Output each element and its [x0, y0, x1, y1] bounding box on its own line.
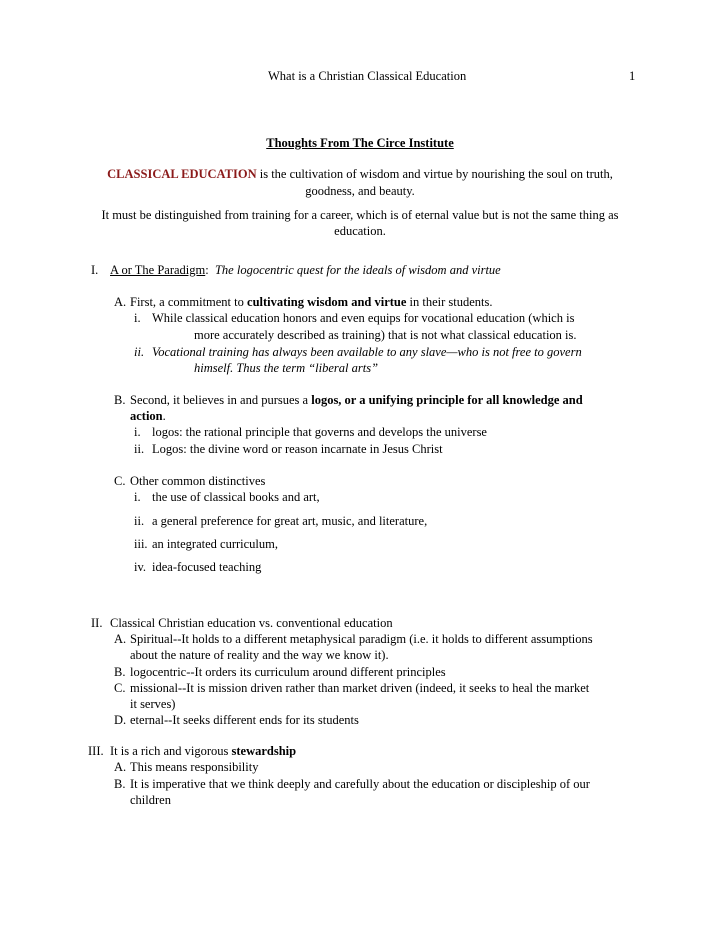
intro-term: CLASSICAL EDUCATION	[107, 167, 257, 181]
intro-line-2: goodness, and beauty.	[305, 184, 415, 198]
item-1a-label: A.	[114, 295, 127, 309]
section-2-number: II.	[91, 616, 103, 630]
section-3-title	[110, 743, 296, 759]
item-3b-line-2: children	[130, 793, 171, 807]
item-1c-i-text: the use of classical books and art,	[152, 490, 320, 504]
item-2b-label: B.	[114, 665, 126, 679]
page-number: 1	[629, 69, 636, 83]
section-1-subtitle: The logocentric quest for the ideals of wisdom and virtue	[214, 263, 501, 277]
item-1c-iv-num: iv.	[134, 560, 147, 574]
item-1a-ii-line-1: Vocational training has always been available to any slave—who is not free to govern	[152, 345, 582, 359]
item-1a-text	[130, 294, 493, 310]
intro-line-1-text: is the cultivation of wisdom and virtue by nourishing the soul on truth,	[256, 167, 613, 181]
item-1a-bold: cultivating wisdom and virtue	[247, 295, 407, 309]
item-1c-label: C.	[114, 474, 126, 488]
section-3-pre: It is a rich and vigorous	[110, 744, 232, 758]
intro-line-3: It must be distinguished from training for a career, which is of eternal value but is not the same thing as	[101, 208, 619, 222]
item-1b-ii-text: Logos: the divine word or reason incarnate in Jesus Christ	[152, 442, 443, 456]
section-3-number: III.	[88, 744, 104, 758]
item-2b-text: logocentric--It orders its curriculum around different principles	[130, 665, 446, 679]
section-3-bold: stewardship	[231, 744, 297, 758]
item-1a-ii-num: ii.	[134, 345, 145, 359]
item-1a-pre: First, a commitment to	[130, 295, 248, 309]
item-2c-line-1: missional--It is mission driven rather than market driven (indeed, it seeks to heal the market	[130, 681, 590, 695]
section-1-colon: :	[205, 263, 209, 277]
item-1c-ii-text: a general preference for great art, music, and literature,	[152, 514, 428, 528]
item-1b-pre: Second, it believes in and pursues a	[130, 393, 312, 407]
item-2a-line-1: Spiritual--It holds to a different metaphysical paradigm (i.e. it holds to different assumptions	[130, 632, 593, 646]
item-1a-i-line-1: While classical education honors and even equips for vocational education (which is	[152, 311, 575, 325]
item-1c-text: Other common distinctives	[130, 474, 266, 488]
item-1c-iv-text: idea-focused teaching	[152, 560, 262, 574]
section-1-title: A or The Paradigm	[110, 263, 206, 277]
item-2a-line-2: about the nature of reality and the way we know it).	[130, 648, 389, 662]
item-3b-line-1: It is imperative that we think deeply and carefully about the education or discipleship of our	[130, 777, 590, 791]
item-1a-post: in their students.	[406, 295, 493, 309]
item-2d-label: D.	[114, 713, 127, 727]
item-1b-bold-2: action	[130, 409, 163, 423]
item-1c-ii-num: ii.	[134, 514, 145, 528]
item-1b-label: B.	[114, 393, 126, 407]
page-heading: Thoughts From The Circe Institute	[266, 136, 454, 150]
item-1b-ii-num: ii.	[134, 442, 145, 456]
item-1b-text	[130, 392, 583, 408]
section-1-number: I.	[91, 263, 99, 277]
item-2d-text: eternal--It seeks different ends for its students	[130, 713, 359, 727]
item-3b-label: B.	[114, 777, 126, 791]
item-1c-iii-num: iii.	[134, 537, 148, 551]
item-2c-line-2: it serves)	[130, 697, 176, 711]
item-1a-i-num: i.	[134, 311, 141, 325]
item-2a-label: A.	[114, 632, 127, 646]
section-2-title: Classical Christian education vs. conventional education	[110, 616, 393, 630]
item-1b-i-num: i.	[134, 425, 141, 439]
item-1a-ii-line-2: himself. Thus the term “liberal arts”	[194, 361, 379, 375]
item-1b-text-2	[130, 408, 166, 424]
item-1a-i-line-2: more accurately described as training) that is not what classical education is.	[194, 328, 577, 342]
item-1b-period: .	[162, 409, 166, 423]
item-3a-text: This means responsibility	[130, 760, 259, 774]
intro-line-1	[0, 166, 720, 182]
item-3a-label: A.	[114, 760, 127, 774]
item-2c-label: C.	[114, 681, 126, 695]
intro-line-4: education.	[334, 224, 386, 238]
item-1c-iii-text: an integrated curriculum,	[152, 537, 278, 551]
header-title: What is a Christian Classical Education	[268, 69, 467, 83]
item-1b-i-text: logos: the rational principle that governs and develops the universe	[152, 425, 487, 439]
section-1-heading	[110, 262, 501, 278]
item-1c-i-num: i.	[134, 490, 141, 504]
item-1b-bold-1: logos, or a unifying principle for all knowledge and	[311, 393, 583, 407]
